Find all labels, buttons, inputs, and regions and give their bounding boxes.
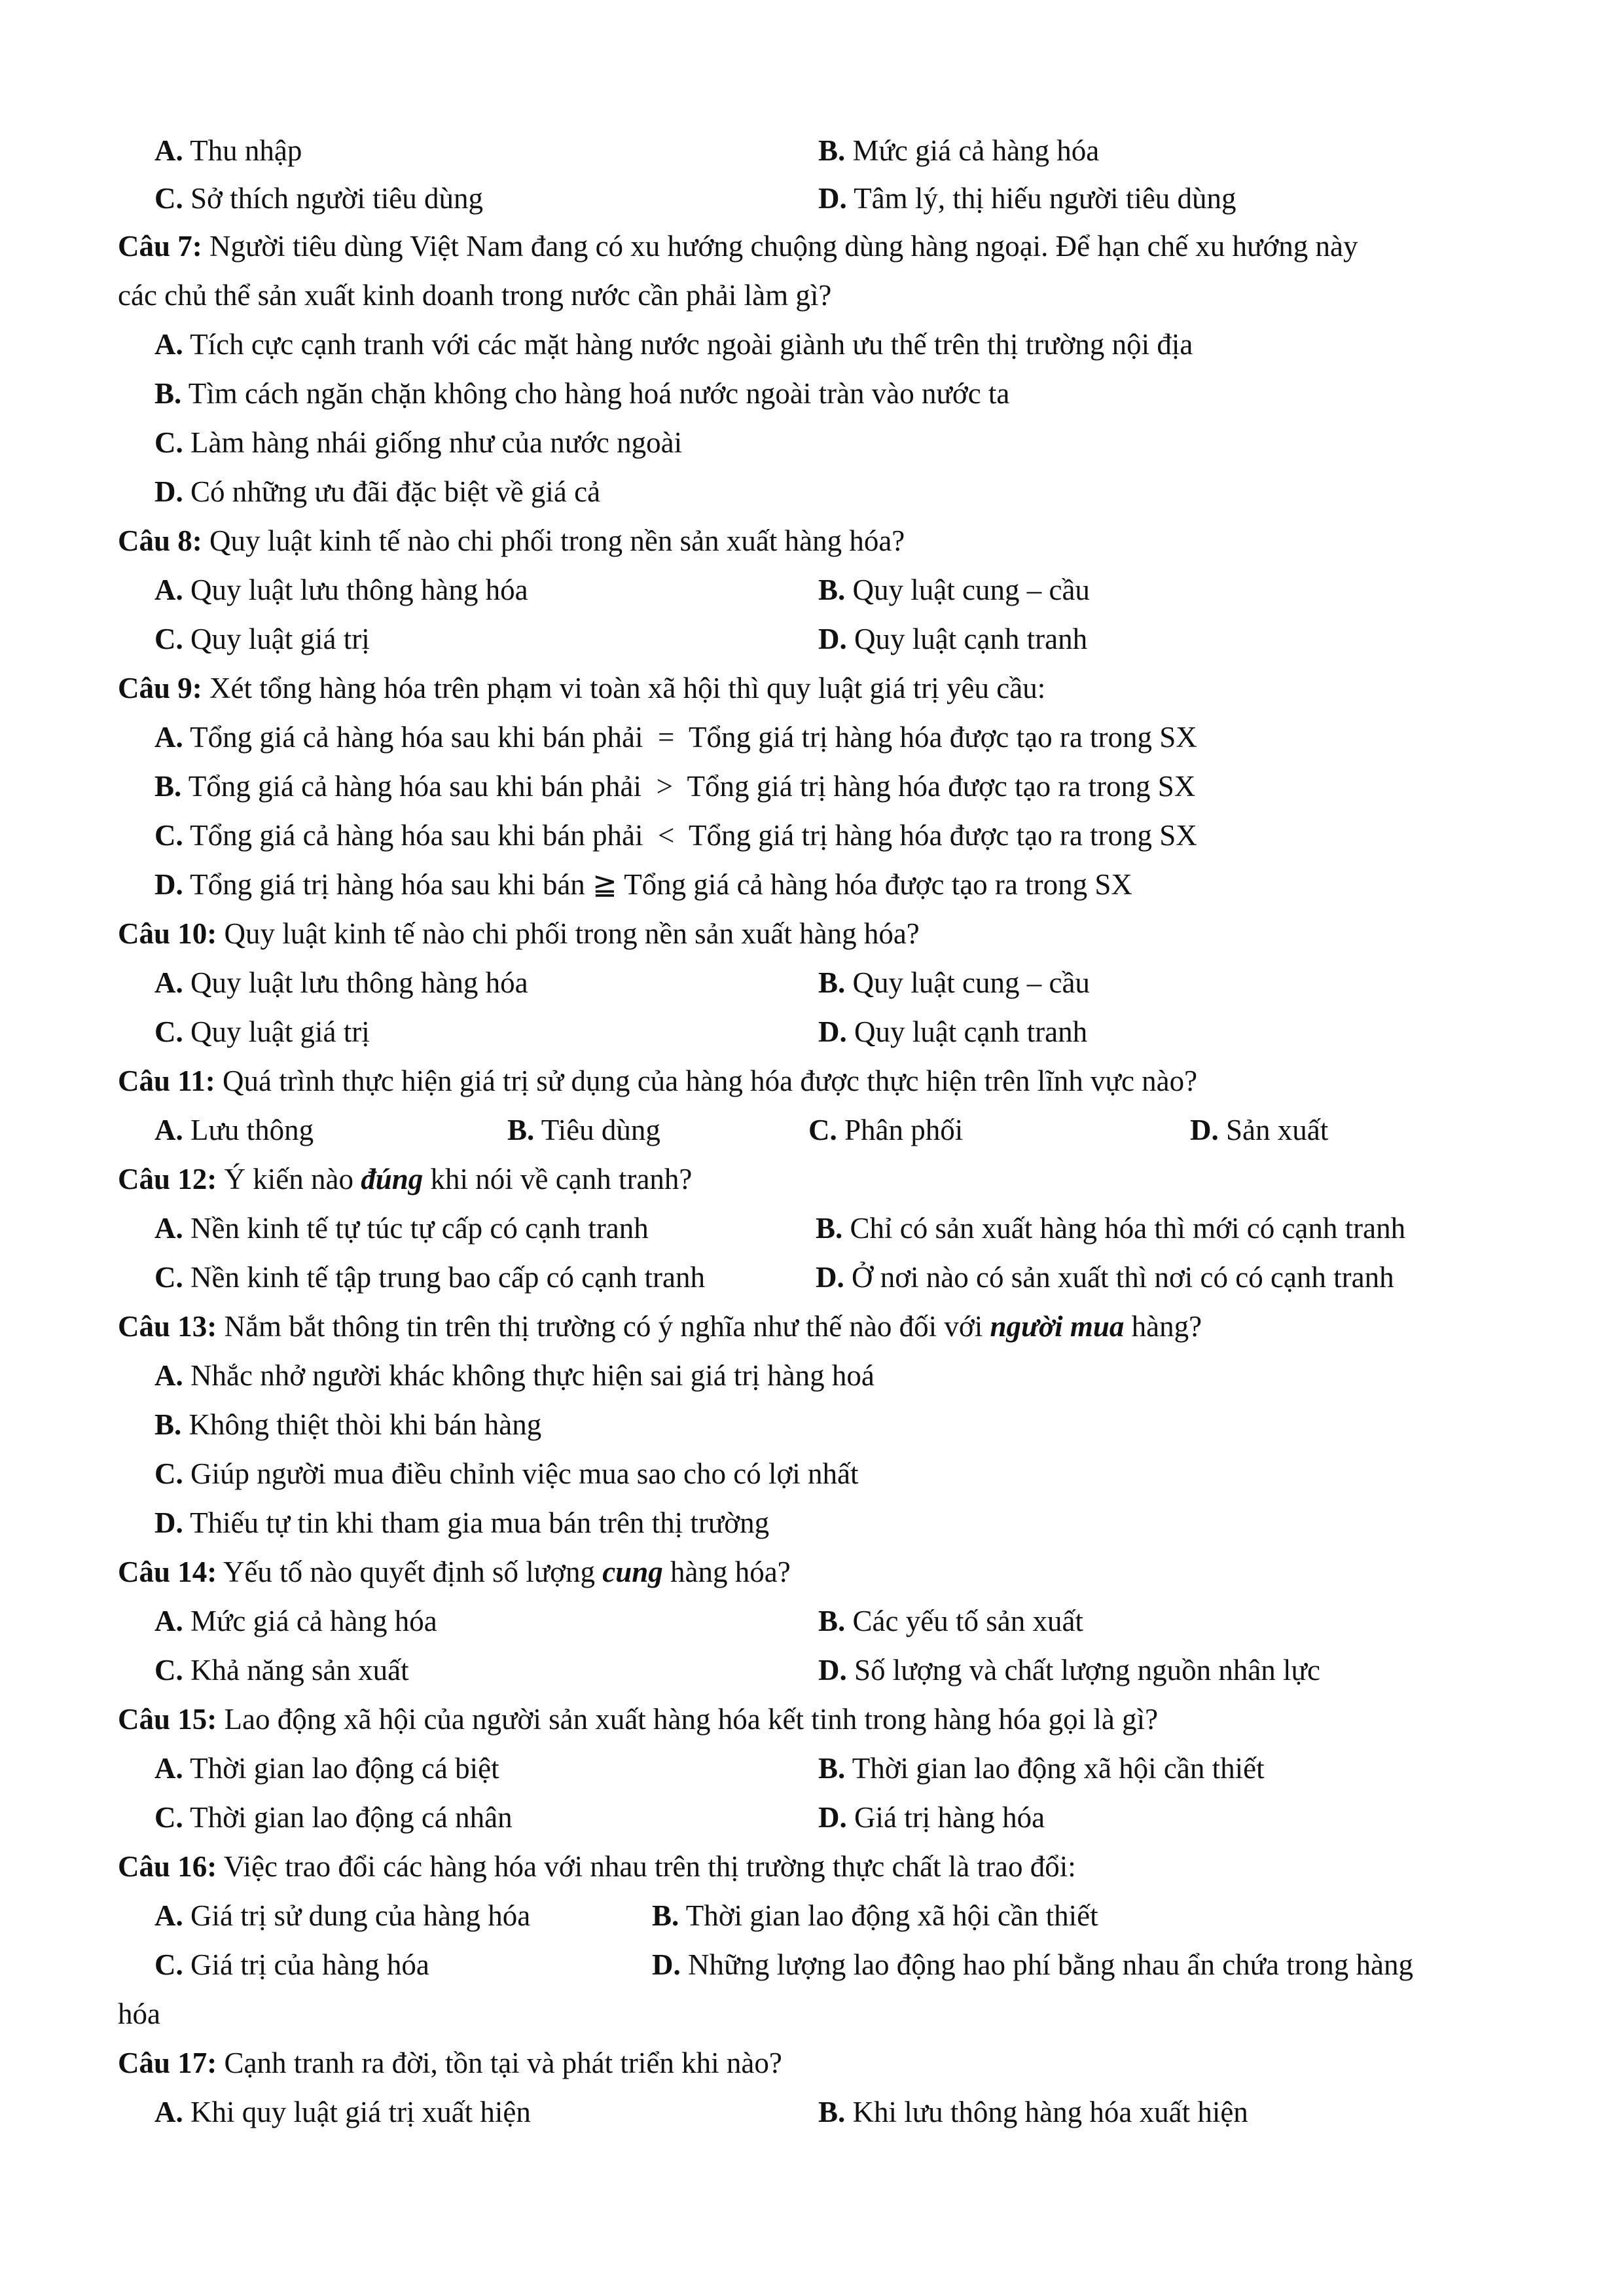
q13-question: Câu 13: Nắm bắt thông tin trên thị trường có ý nghĩa như thế nào đối với người mua hàng? bbox=[118, 1310, 1202, 1343]
q16-option-a: A. Giá trị sử dung của hàng hóa bbox=[154, 1899, 531, 1932]
q10-option-d: D. Quy luật cạnh tranh bbox=[818, 1015, 1088, 1048]
q17-question: Câu 17: Cạnh tranh ra đời, tồn tại và phát triển khi nào? bbox=[118, 2047, 782, 2079]
q11-option-b: B. Tiêu dùng bbox=[507, 1114, 660, 1146]
q17-option-b: B. Khi lưu thông hàng hóa xuất hiện bbox=[818, 2096, 1248, 2128]
q12-question: Câu 12: Ý kiến nào đúng khi nói về cạnh tranh? bbox=[118, 1163, 693, 1195]
q9-option-b: B. Tổng giá cả hàng hóa sau khi bán phải > Tổng giá trị hàng hóa được tạo ra trong SX bbox=[154, 770, 1196, 803]
q16-question: Câu 16: Việc trao đổi các hàng hóa với nhau trên thị trường thực chất là trao đổi: bbox=[118, 1850, 1076, 1883]
q13-option-a: A. Nhắc nhở người khác không thực hiện sai giá trị hàng hoá bbox=[154, 1359, 875, 1392]
q11-option-a: A. Lưu thông bbox=[154, 1114, 314, 1146]
q8-question: Câu 8: Quy luật kinh tế nào chi phối trong nền sản xuất hàng hóa? bbox=[118, 524, 905, 557]
q6-option-d: D. Tâm lý, thị hiếu người tiêu dùng bbox=[818, 182, 1236, 215]
q15-option-a: A. Thời gian lao động cá biệt bbox=[154, 1752, 499, 1785]
q12-option-b: B. Chỉ có sản xuất hàng hóa thì mới có cạnh tranh bbox=[816, 1212, 1406, 1245]
q11-question: Câu 11: Quá trình thực hiện giá trị sử dụng của hàng hóa được thực hiện trên lĩnh vực nào? bbox=[118, 1065, 1198, 1097]
q15-question: Câu 15: Lao động xã hội của người sản xuất hàng hóa kết tinh trong hàng hóa gọi là gì? bbox=[118, 1703, 1159, 1736]
q17-option-a: A. Khi quy luật giá trị xuất hiện bbox=[154, 2096, 531, 2128]
q13-option-d: D. Thiếu tự tin khi tham gia mua bán trên thị trường bbox=[154, 1506, 770, 1539]
q7-question-cont: các chủ thể sản xuất kinh doanh trong nước cần phải làm gì? bbox=[118, 279, 832, 312]
q12-option-c: C. Nền kinh tế tập trung bao cấp có cạnh tranh bbox=[154, 1261, 705, 1294]
q12-option-d: D. Ở nơi nào có sản xuất thì nơi có có cạnh tranh bbox=[816, 1261, 1394, 1294]
q12-option-a: A. Nền kinh tế tự túc tự cấp có cạnh tranh bbox=[154, 1212, 649, 1245]
q14-question: Câu 14: Yếu tố nào quyết định số lượng cung hàng hóa? bbox=[118, 1556, 791, 1588]
q16-option-d: D. Những lượng lao động hao phí bằng nhau ẩn chứa trong hàng bbox=[652, 1948, 1413, 1981]
q7-option-b: B. Tìm cách ngăn chặn không cho hàng hoá nước ngoài tràn vào nước ta bbox=[154, 377, 1010, 410]
q16-option-b: B. Thời gian lao động xã hội cần thiết bbox=[652, 1899, 1098, 1932]
q10-question: Câu 10: Quy luật kinh tế nào chi phối trong nền sản xuất hàng hóa? bbox=[118, 917, 920, 950]
q14-option-d: D. Số lượng và chất lượng nguồn nhân lực bbox=[818, 1654, 1320, 1686]
q10-option-b: B. Quy luật cung – cầu bbox=[818, 966, 1090, 999]
q6-option-c: C. Sở thích người tiêu dùng bbox=[154, 182, 483, 215]
q14-option-a: A. Mức giá cả hàng hóa bbox=[154, 1605, 437, 1637]
q6-option-a: A. Thu nhập bbox=[154, 134, 302, 167]
q14-option-c: C. Khả năng sản xuất bbox=[154, 1654, 409, 1686]
q9-option-c: C. Tổng giá cả hàng hóa sau khi bán phải < Tổng giá trị hàng hóa được tạo ra trong SX bbox=[154, 819, 1197, 852]
q11-option-c: C. Phân phối bbox=[808, 1114, 964, 1146]
q7-option-a: A. Tích cực cạnh tranh với các mặt hàng nước ngoài giành ưu thế trên thị trường nội địa bbox=[154, 328, 1193, 361]
q7-question: Câu 7: Người tiêu dùng Việt Nam đang có xu hướng chuộng dùng hàng ngoại. Để hạn chế xu hướng này bbox=[118, 230, 1358, 263]
q8-option-d: D. Quy luật cạnh tranh bbox=[818, 623, 1088, 655]
q6-option-b: B. Mức giá cả hàng hóa bbox=[818, 134, 1100, 167]
q15-option-d: D. Giá trị hàng hóa bbox=[818, 1801, 1045, 1834]
q8-option-c: C. Quy luật giá trị bbox=[154, 623, 370, 655]
q7-option-d: D. Có những ưu đãi đặc biệt về giá cả bbox=[154, 475, 601, 508]
q15-option-b: B. Thời gian lao động xã hội cần thiết bbox=[818, 1752, 1265, 1785]
q8-option-a: A. Quy luật lưu thông hàng hóa bbox=[154, 574, 528, 606]
q16-option-d-cont: hóa bbox=[118, 1997, 160, 2030]
q7-option-c: C. Làm hàng nhái giống như của nước ngoài bbox=[154, 426, 683, 459]
q16-option-c: C. Giá trị của hàng hóa bbox=[154, 1948, 429, 1981]
q13-option-c: C. Giúp người mua điều chỉnh việc mua sao cho có lợi nhất bbox=[154, 1457, 859, 1490]
q9-option-d: D. Tổng giá trị hàng hóa sau khi bán ≧ Tổng giá cả hàng hóa được tạo ra trong SX bbox=[154, 868, 1132, 901]
q9-question: Câu 9: Xét tổng hàng hóa trên phạm vi toàn xã hội thì quy luật giá trị yêu cầu: bbox=[118, 672, 1046, 704]
q13-option-b: B. Không thiệt thòi khi bán hàng bbox=[154, 1408, 542, 1441]
q14-option-b: B. Các yếu tố sản xuất bbox=[818, 1605, 1083, 1637]
q8-option-b: B. Quy luật cung – cầu bbox=[818, 574, 1090, 606]
q9-option-a: A. Tổng giá cả hàng hóa sau khi bán phải = Tổng giá trị hàng hóa được tạo ra trong SX bbox=[154, 721, 1197, 754]
q11-option-d: D. Sản xuất bbox=[1190, 1114, 1329, 1146]
q15-option-c: C. Thời gian lao động cá nhân bbox=[154, 1801, 513, 1834]
q10-option-c: C. Quy luật giá trị bbox=[154, 1015, 370, 1048]
q10-option-a: A. Quy luật lưu thông hàng hóa bbox=[154, 966, 528, 999]
